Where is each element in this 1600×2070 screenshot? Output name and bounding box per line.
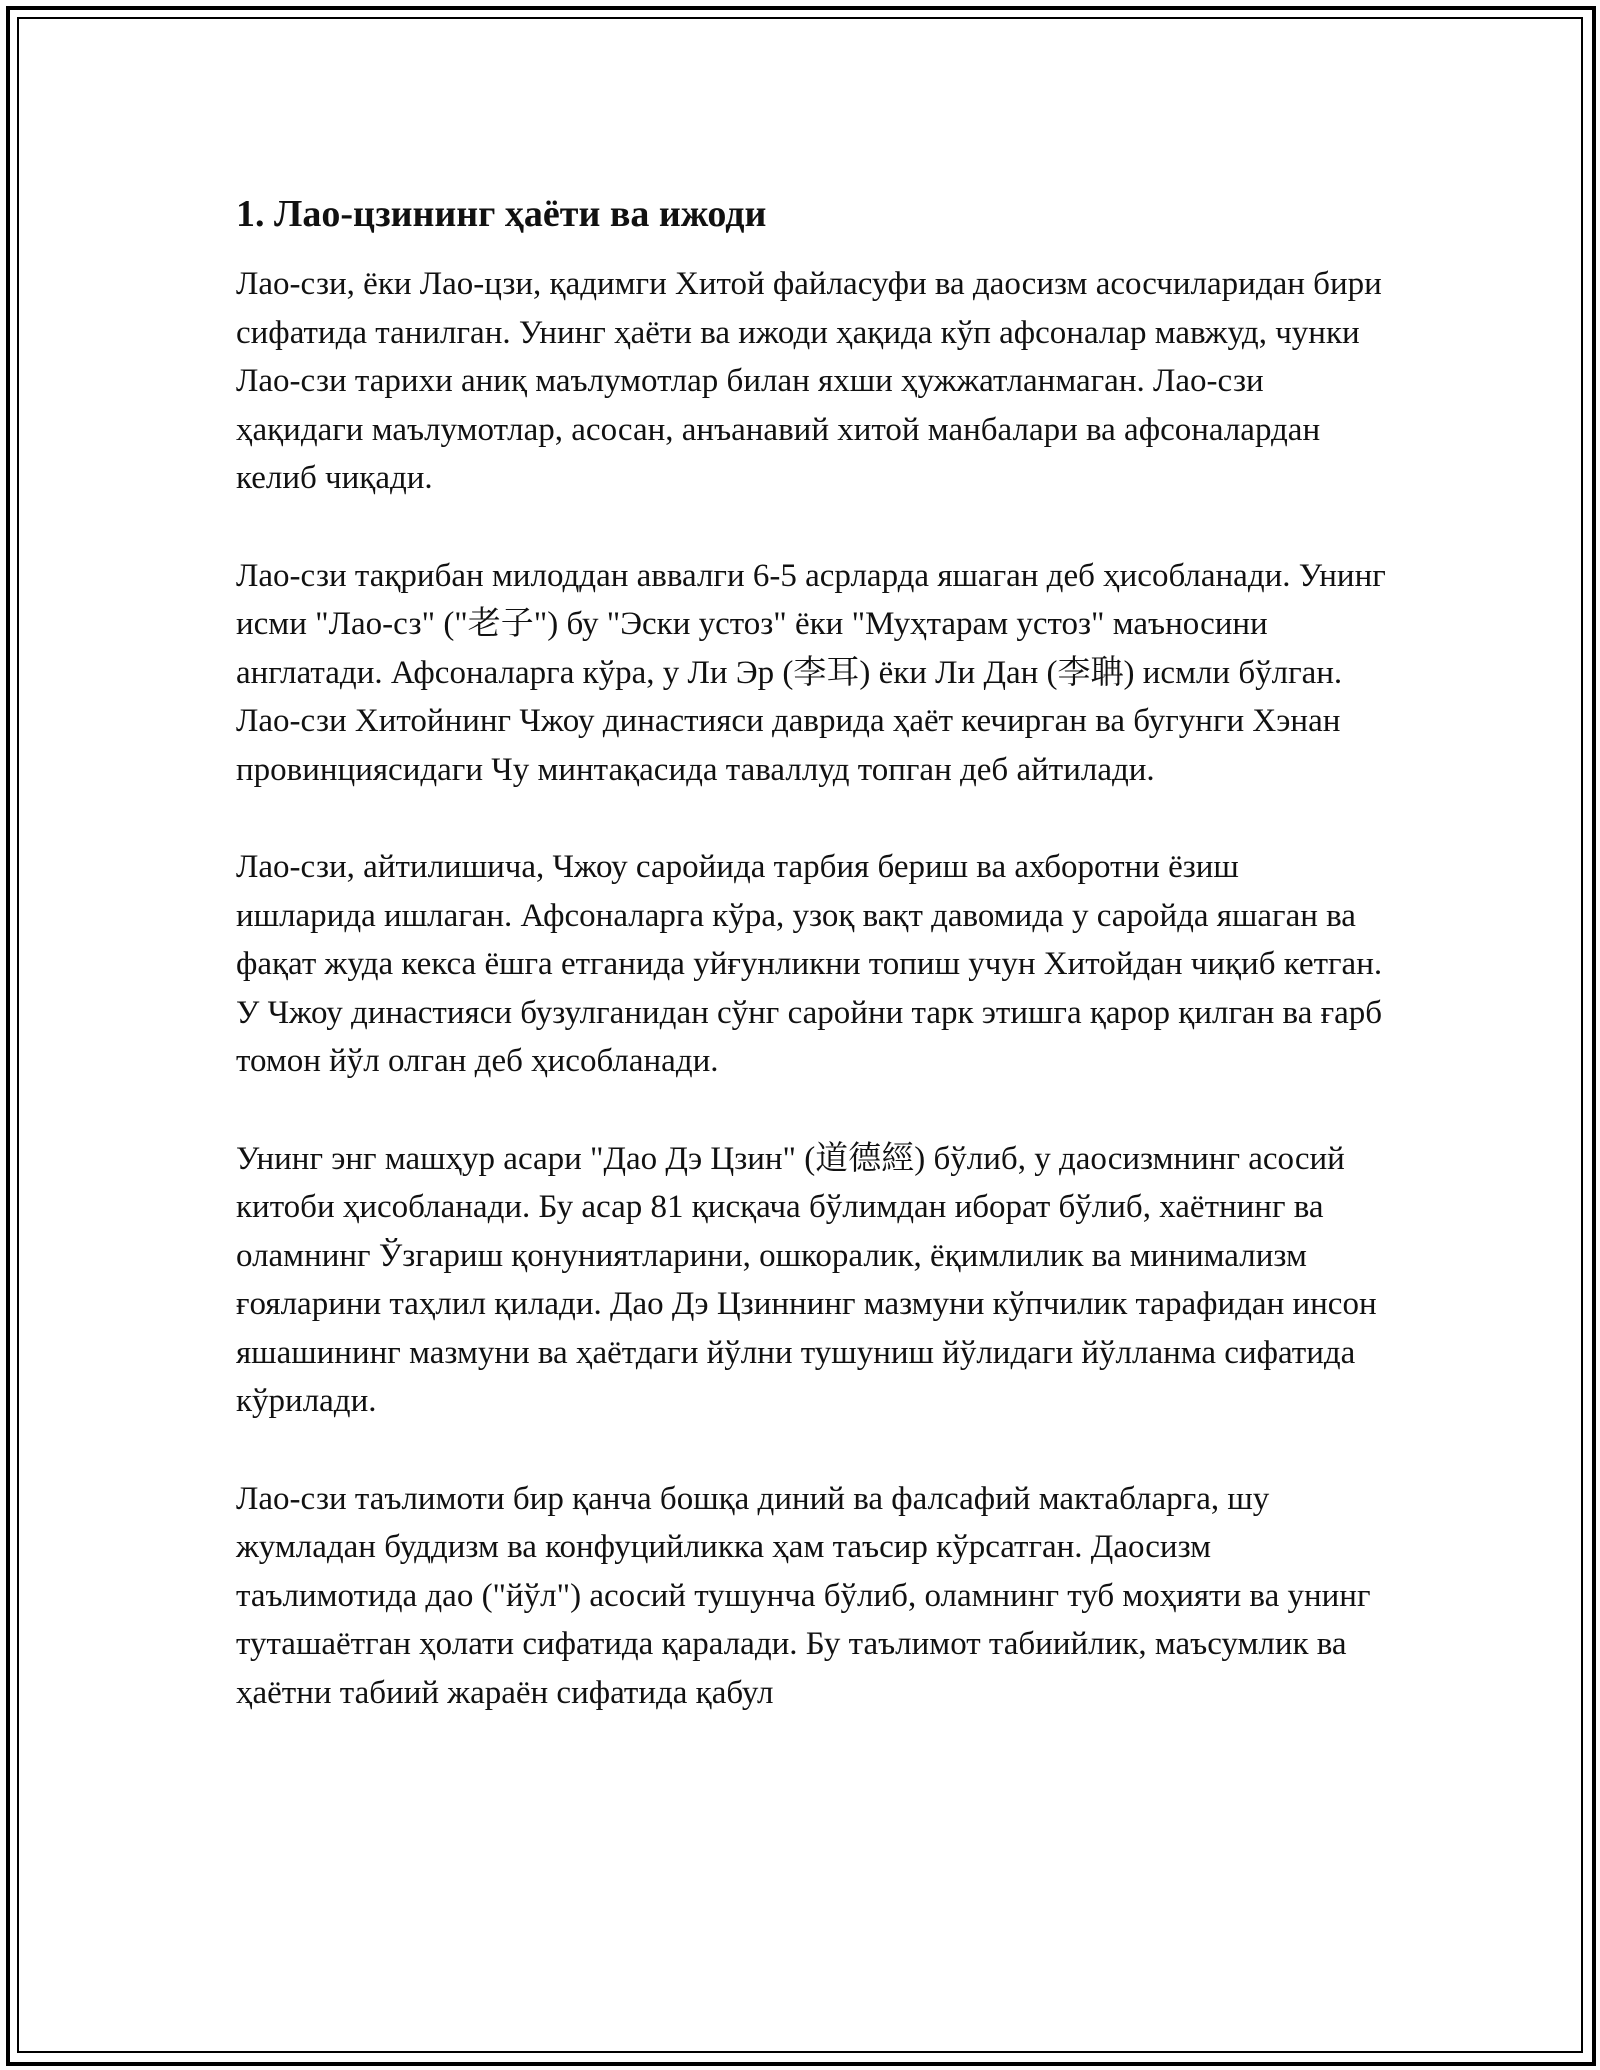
paragraph-3: Лао-сзи, айтилишича, Чжоу саройида тарбия бериш ва ахборотни ёзиш ишларида ишлаган. Афсоналарга кўра, узоқ вақт давомида у саройда яшаган ва фақат жуда кекса ёшга етганида уйғунликни топиш учун Хитойдан чиқиб кетган. У Чжоу династияси бузулганидан сўнг саройни тарк этишга қарор қилган ва ғарб томон йўл олган деб ҳисобланади. xyxy=(236,849,1383,1079)
paragraph-2: Лао-сзи тақрибан милоддан аввалги 6-5 асрларда яшаган деб ҳисобланади. Унинг исми "Лао-сз" ("老子") бу "Эски устоз" ёки "Муҳтарам устоз" маъносини англатади. Афсоналарга кўра, у Ли Эр (李耳) ёки Ли Дан (李聃) исмли бўлган. Лао-сзи Хитойнинг Чжоу династияси даврида ҳаёт кечирган ва бугунги Хэнан провинциясидаги Чу минтақасида таваллуд топган деб айтилади. xyxy=(236,557,1386,788)
document-body xyxy=(236,188,1386,1766)
paragraph-5: Лао-сзи таълимоти бир қанча бошқа диний ва фалсафий мактабларга, шу жумладан буддизм ва конфуцийликка ҳам таъсир кўрсатган. Даосизм таълимотида дао ("йўл") асосий тушунча бўлиб, оламнинг туб моҳияти ва унинг туташаётган ҳолати сифатида қаралади. Бу таълимот табиийлик, маъсумлик ва ҳаётни табиий жараён сифатида қабул xyxy=(236,1480,1371,1711)
paragraph-1: Лао-сзи, ёки Лао-цзи, қадимги Хитой файласуфи ва даосизм асосчиларидан бири сифатида танилган. Унинг ҳаёти ва ижоди ҳақида кўп афсоналар мавжуд, чунки Лао-сзи тарихи аниқ маълумотлар билан яхши ҳужжатланмаган. Лао-сзи ҳақидаги маълумотлар, асосан, анъанавий хитой манбалари ва афсоналардан келиб чиқади. xyxy=(236,266,1382,496)
paragraph-4: Унинг энг машҳур асари "Дао Дэ Цзин" (道德經) бўлиб, у даосизмнинг асосий китоби ҳисобланади. Бу асар 81 қисқача бўлимдан иборат бўлиб, хаётнинг ва оламнинг Ўзгариш қонуниятларини, ошкоралик, ёқимлилик ва минимализм ғояларини таҳлил қилади. Дао Дэ Цзиннинг мазмуни кўпчилик тарафидан инсон яшашининг мазмуни ва ҳаётдаги йўлни тушуниш йўлидаги йўлланма сифатида кўрилади. xyxy=(236,1140,1377,1419)
section-heading: 1. Лао-цзининг ҳаёти ва ижоди xyxy=(236,193,767,235)
